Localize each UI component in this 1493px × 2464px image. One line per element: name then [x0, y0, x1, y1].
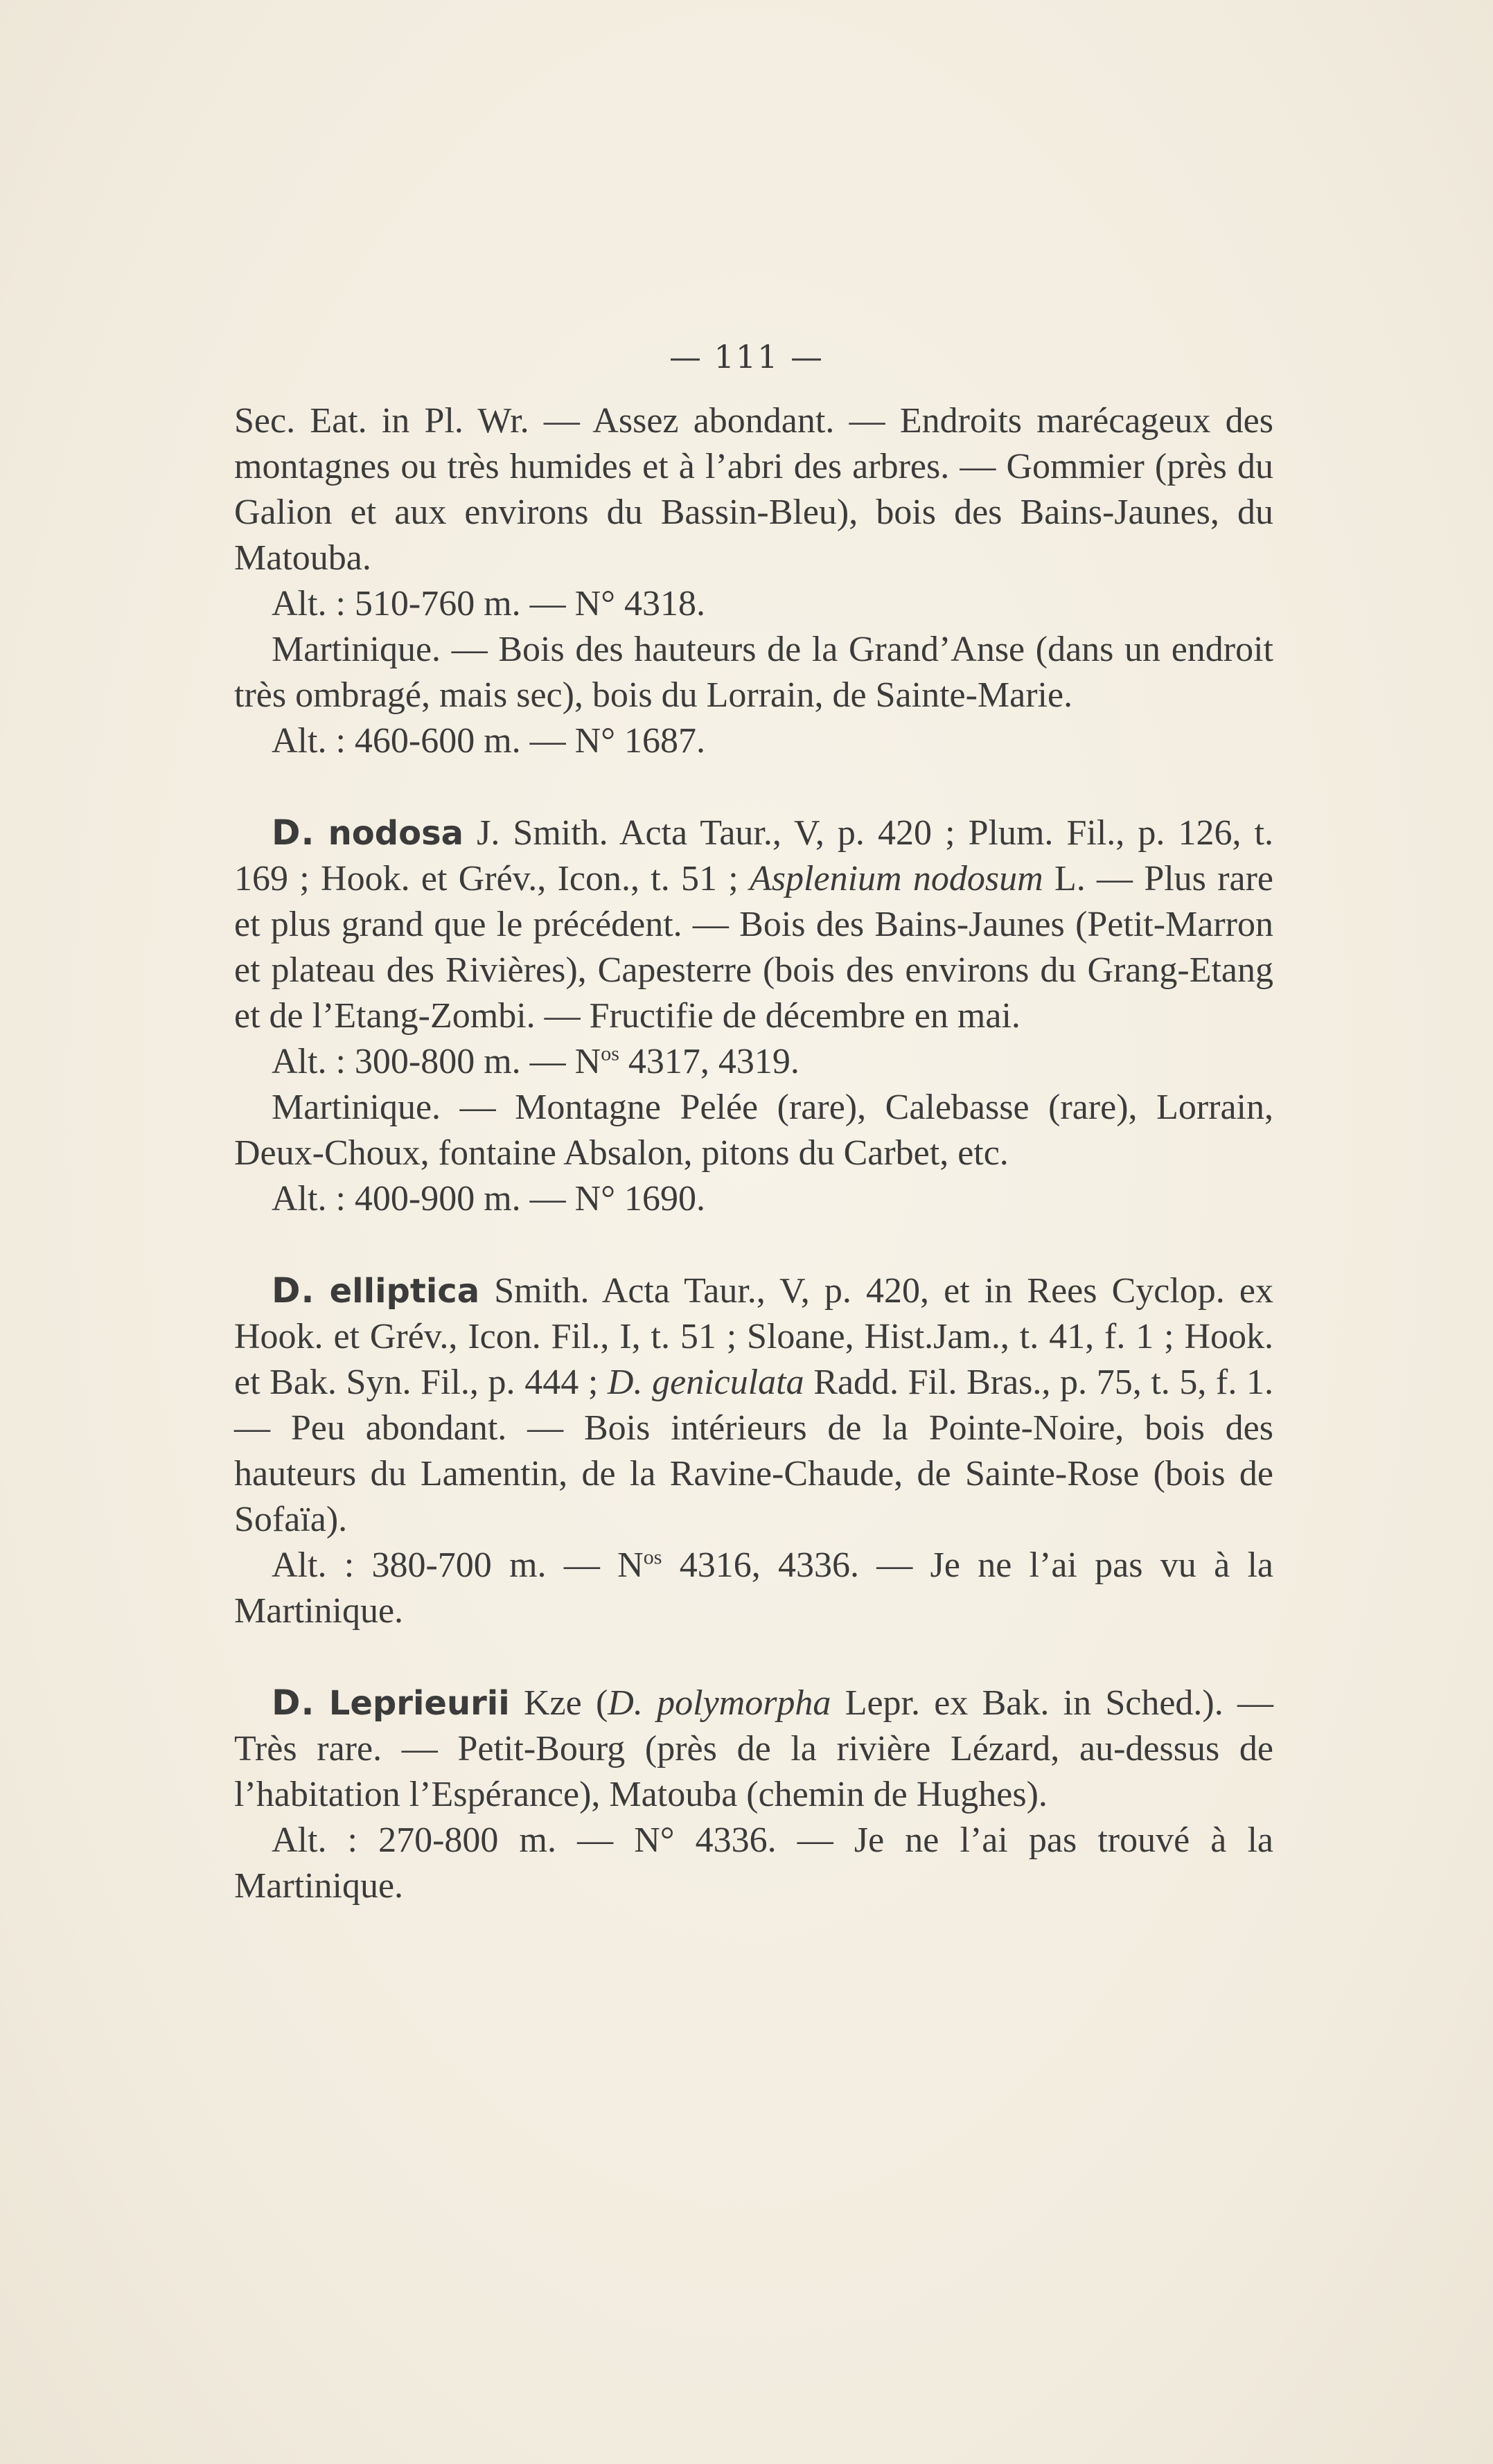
- entry-elliptica: [234, 1268, 1273, 1543]
- entry-text: L. — Plus rare et plus grand que le précédent. — Bois des Bains-Jaunes (Petit-Marron et plateau des Rivières), Capesterre (bois des environs du Grang-Etang et de l’Etang-Zombi. — Fructifie de décembre en mai.: [234, 859, 1274, 1036]
- species-name: nodosa: [328, 814, 464, 853]
- paragraph-altitude-martinique: Alt. : 400-900 m. — N° 1690.: [272, 1179, 706, 1218]
- numero-plural: os: [643, 1545, 662, 1569]
- synonym-italic: D. polymorpha: [608, 1683, 831, 1723]
- entry-nodosa: [234, 810, 1273, 1039]
- altitude-text: Alt. : 380-700 m. — N: [272, 1545, 644, 1585]
- page-number: — 111 —: [669, 338, 824, 375]
- numero-plural: os: [601, 1042, 619, 1065]
- paragraph-intro: Sec. Eat. in Pl. Wr. — Assez abondant. — Endroits marécageux des montagnes ou très humides et à l’abri des arbres. — Gommier (près du Galion et aux environs du Bassin-Bleu), bois des Bains-Jaunes, du Matouba.: [234, 401, 1273, 578]
- paragraph-altitude: Alt. : 270-800 m. — N° 4336. — Je ne l’ai pas trouvé à la Martinique.: [234, 1820, 1273, 1906]
- paragraph-martinique: Martinique. — Montagne Pelée (rare), Calebasse (rare), Lorrain, Deux-Choux, fontaine Absalon, pitons du Carbet, etc.: [234, 1088, 1273, 1173]
- paragraph-martinique: Martinique. — Bois des hauteurs de la Grand’Anse (dans un endroit très ombragé, mais sec), bois du Lorrain, de Sainte-Marie.: [234, 630, 1273, 715]
- altitude-text: Alt. : 300-800 m. — N: [272, 1042, 601, 1081]
- paragraph-altitude: [234, 1039, 1273, 1085]
- entry-text: Kze (: [509, 1683, 608, 1723]
- paragraph-altitude-martinique: Alt. : 460-600 m. — N° 1687.: [272, 721, 706, 761]
- entry-text: Smith. Acta Taur., V, p. 420, et in Rees Cyclop. ex Hook. et Grév., Icon. Fil., I, t. 51 ; Sloane, Hist.Jam., t. 41, f. 1 ; Hook. et Bak. Syn. Fil., p. 444 ;: [234, 1271, 1274, 1402]
- entry-text: Radd. Fil. Bras., p. 75, t. 5, f. 1. — Peu abondant. — Bois intérieurs de la Pointe-Noire, bois des hauteurs du Lamentin, de la Ravine-Chaude, de Sainte-Rose (bois de Sofaïa).: [234, 1363, 1273, 1539]
- entry-text: J. Smith. Acta Taur., V, p. 420 ; Plum. Fil., p. 126, t. 169 ; Hook. et Grév., Icon., t. 51 ;: [234, 813, 1273, 898]
- paragraph-altitude: [234, 1543, 1273, 1634]
- paragraph-altitude: Alt. : 510-760 m. — N° 4318.: [272, 584, 706, 623]
- species-name: Leprieurii: [328, 1684, 510, 1723]
- altitude-numbers: 4317, 4319.: [619, 1042, 799, 1081]
- text-block: [234, 398, 1273, 1909]
- entry-text: Lepr. ex Bak. in Sched.). — Très rare. — Petit-Bourg (près de la rivière Lézard, au-dessus de l’habitation l’Espérance), Matouba (chemin de Hughes).: [234, 1683, 1274, 1814]
- species-name: elliptica: [329, 1272, 480, 1311]
- altitude-numbers: 4316, 4336. — Je ne l’ai pas vu à la Martinique.: [234, 1545, 1273, 1631]
- entry-leprieurii: [234, 1680, 1273, 1818]
- genus-abbrev: D.: [272, 1270, 315, 1311]
- synonym-italic: D. geniculata: [607, 1363, 804, 1402]
- genus-abbrev: D.: [272, 1683, 315, 1723]
- synonym-italic: Asplenium nodosum: [750, 859, 1043, 898]
- genus-abbrev: D.: [272, 813, 315, 853]
